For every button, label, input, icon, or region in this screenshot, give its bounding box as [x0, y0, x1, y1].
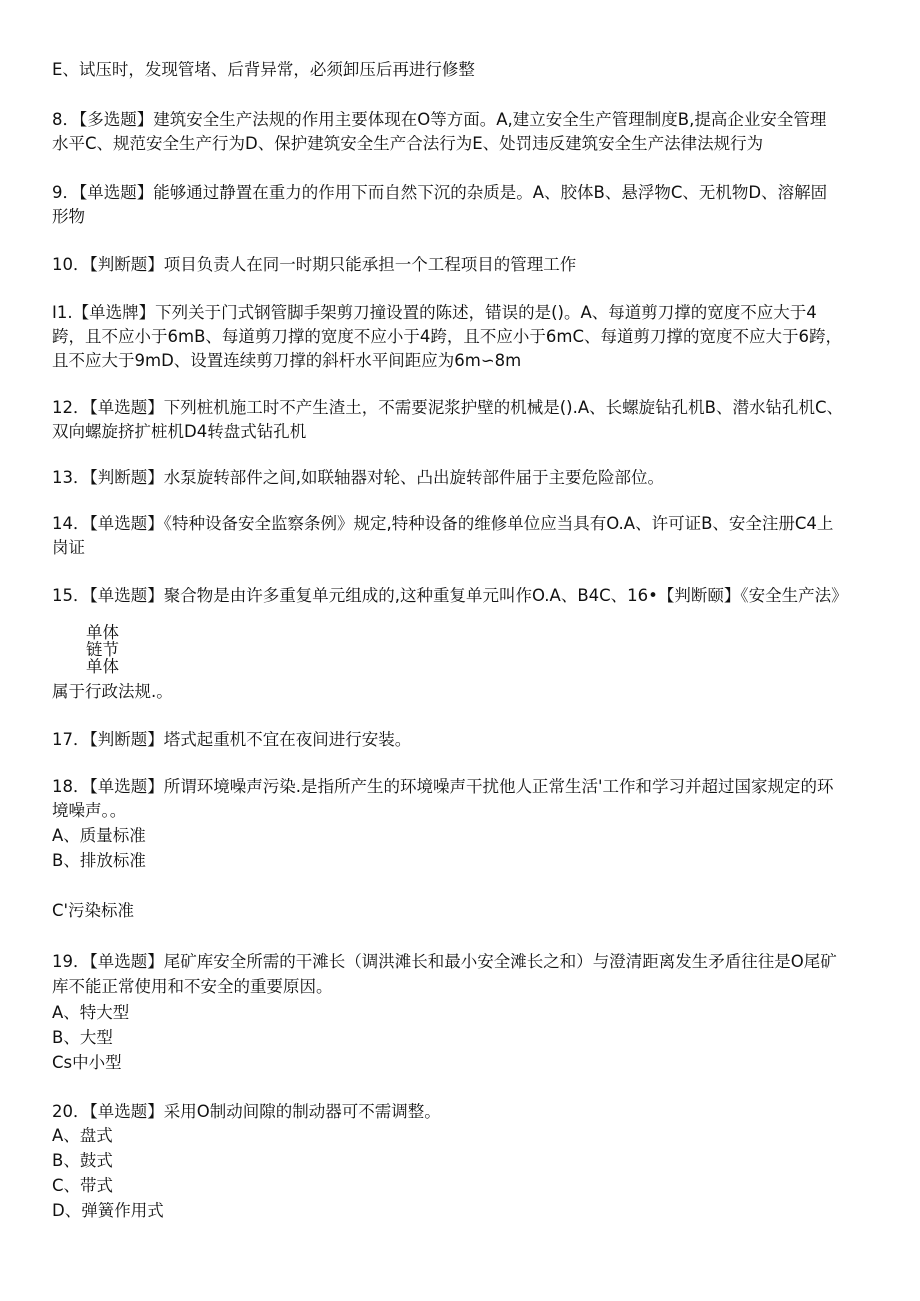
question-20-line: 20．【单选题】采用O制动间隙的制动器可不需调整。	[52, 1102, 441, 1121]
question-15-line-1: 15．【单选题】聚合物是由许多重复单元组成的,这种重复单元叫作O.A、B4C、16•【判断颐】《安全生产法》	[52, 586, 848, 605]
question-12-line-2: 双向螺旋挤扩桩机D4转盘式钻孔机	[52, 422, 307, 441]
question-14-line-1: 14．【单选题】《特种设备安全监察条例》规定,特种设备的维修单位应当具有O.A、许可证B、安全注册C4上	[52, 514, 834, 533]
question-20-option-c: C、带式	[52, 1176, 114, 1195]
question-19-option-a: A、特大型	[52, 1003, 130, 1022]
question-18-line-1: 18．【单选题】所谓环境噪声污染.是指所产生的环境噪声干扰他人正常生活'工作和学习并超过国家规定的环	[52, 777, 834, 796]
question-15-option-b: 链节	[86, 640, 119, 659]
question-9-line-1: 9．【单选题】能够通过静置在重力的作用下而自然下沉的杂质是。A、胶体B、悬浮物C、无机物D、溶解固	[52, 183, 828, 202]
question-15-option-c: 单体	[86, 657, 119, 676]
question-8-line-1: 8．【多选题】建筑安全生产法规的作用主要体现在O等方面。A,建立安全生产管理制度B,提高企业安全管理	[52, 110, 827, 129]
question-9-line-2: 形物	[52, 207, 85, 226]
question-15-option-a: 单体	[86, 623, 119, 642]
question-14-line-2: 岗证	[52, 538, 85, 557]
question-11-line-3: 且不应大于9mD、设置连续剪刀撑的斜杆水平间距应为6m∽8m	[52, 351, 522, 370]
question-19-line-1: 19．【单选题】尾矿库安全所需的干滩长（调洪滩长和最小安全滩长之和）与澄清距离发生矛盾往往是O尾矿	[52, 952, 837, 971]
question-8-line-2: 水平C、规范安全生产行为D、保护建筑安全生产合法行为E、处罚违反建筑安全生产法律法规行为	[52, 134, 764, 153]
question-16-continuation: 属于行政法规.。	[52, 682, 173, 701]
question-12-line-1: 12．【单选题】下列桩机施工时不产生渣土，不需要泥浆护壁的机械是().A、长螺旋钻孔机B、潜水钻孔机C、	[52, 398, 843, 417]
question-10-line: 10．【判断题】项目负责人在同一时期只能承担一个工程项目的管理工作	[52, 255, 577, 274]
question-18-option-b: B、排放标准	[52, 851, 146, 870]
question-20-option-a: A、盘式	[52, 1126, 113, 1145]
question-18-option-a: A、质量标准	[52, 826, 146, 845]
text-line: E、试压时，发现管堵、后背异常，必须卸压后再进行修整	[52, 60, 475, 79]
question-19-option-c: Cs中小型	[52, 1053, 122, 1072]
question-11-line-1: I1.【单选牌】下列关于门式钢管脚手架剪刀撞设置的陈述，错误的是()。A、每道剪刀撑的宽度不应大于4	[52, 303, 817, 322]
question-20-option-d: D、弹簧作用式	[52, 1201, 164, 1220]
question-18-line-2: 境噪声。。	[52, 801, 127, 820]
question-20-option-b: B、鼓式	[52, 1151, 113, 1170]
question-11-line-2: 跨，且不应小于6mB、每道剪刀撑的宽度不应小于4跨，且不应小于6mC、每道剪刀撑的宽度不应大于6跨，	[52, 327, 842, 346]
question-13-line: 13．【判断题】水泵旋转部件之间,如联轴器对轮、凸出旋转部件届于主要危险部位。	[52, 468, 664, 487]
question-19-option-b: B、大型	[52, 1028, 113, 1047]
question-17-line: 17．【判断题】塔式起重机不宜在夜间进行安装。	[52, 730, 412, 749]
question-19-line-2: 库不能正常使用和不安全的重要原因。	[52, 977, 333, 996]
question-18-option-c: C'污染标准	[52, 901, 135, 920]
